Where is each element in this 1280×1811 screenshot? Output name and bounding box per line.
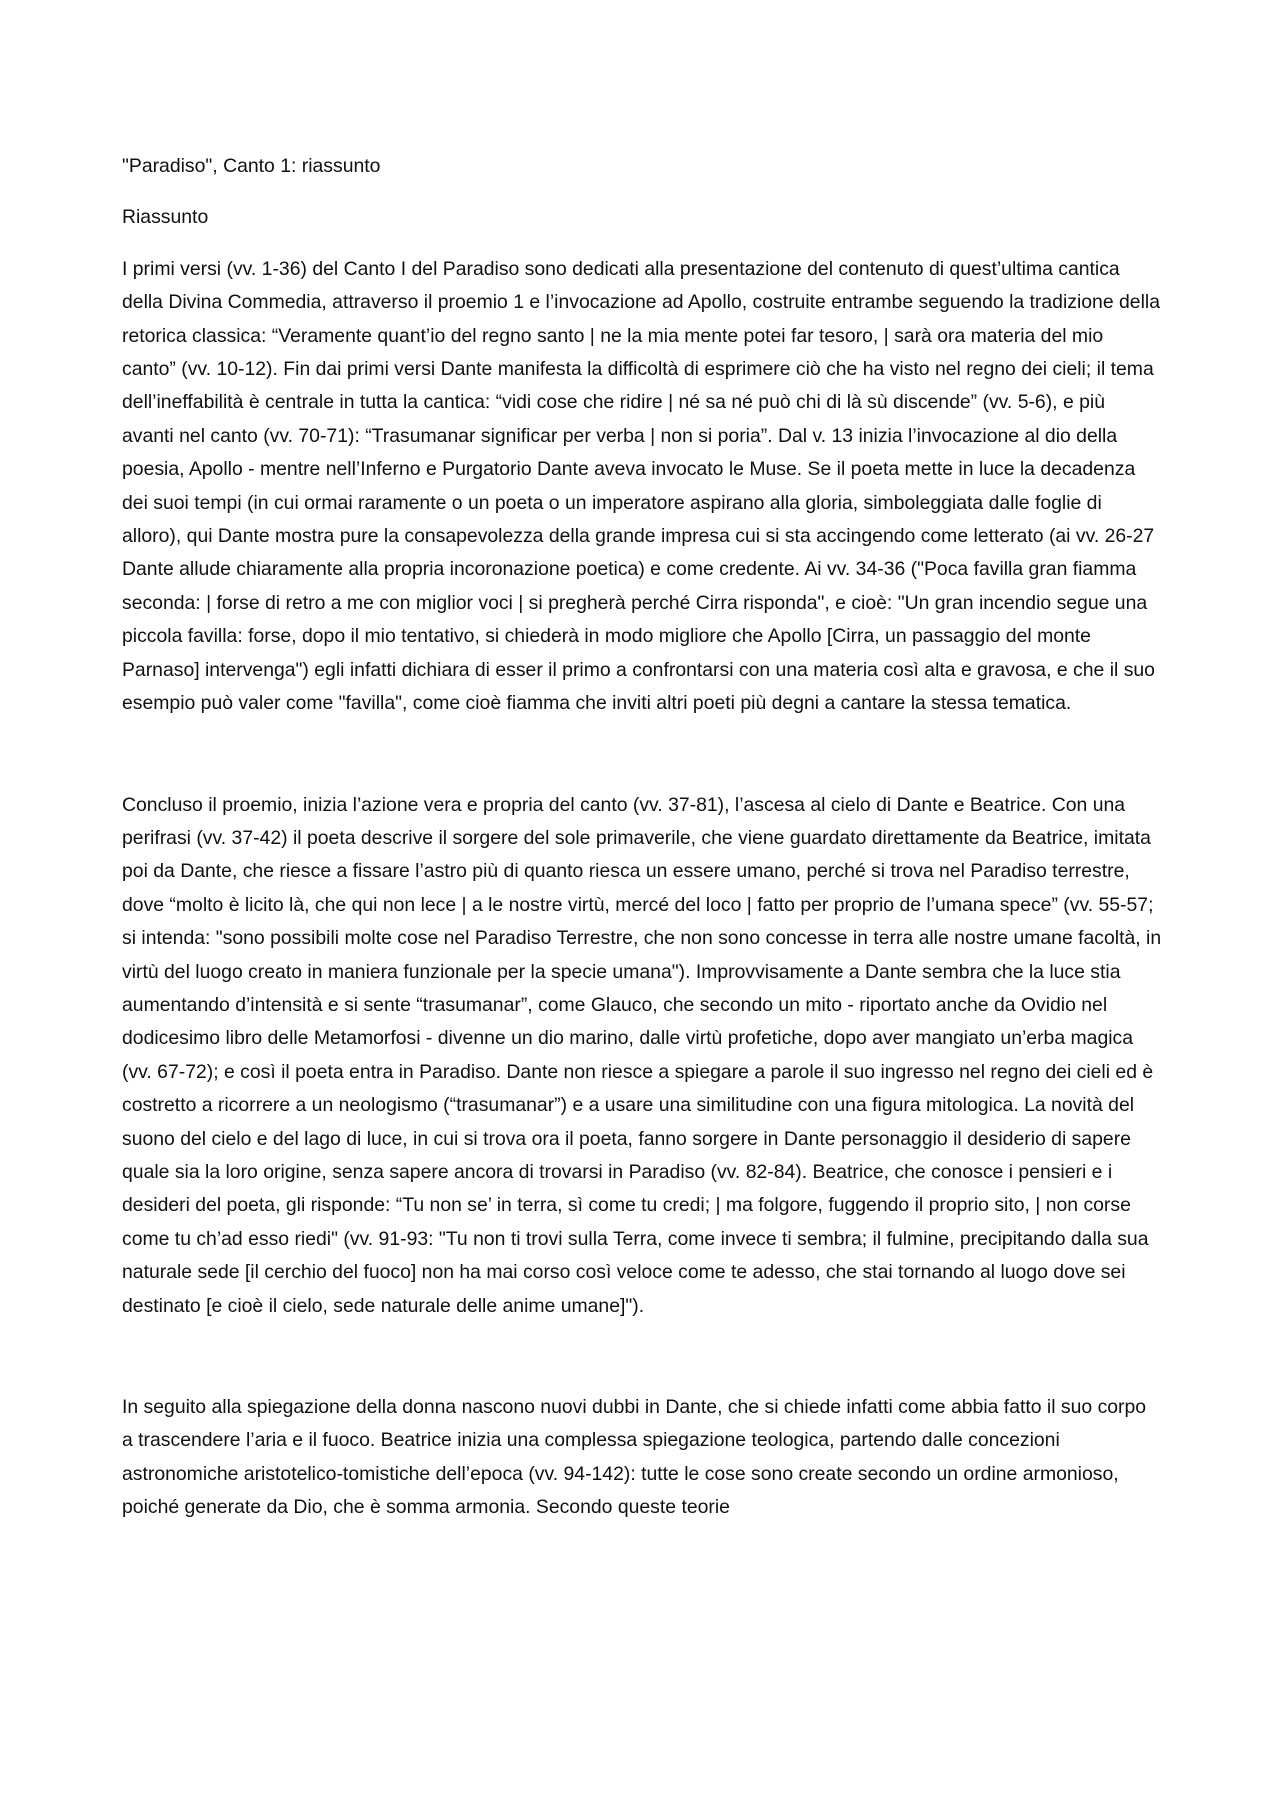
- paragraph-spiegazione: In seguito alla spiegazione della donna nascono nuovi dubbi in Dante, che si chiede infatti come abbia fatto il suo corpo a trascendere l’aria e il fuoco. Beatrice inizia una complessa spiegazione teologica, partendo dalle concezioni astronomiche aristotelico-tomistiche dell’epoca (vv. 94-142): tutte le cose sono create secondo un ordine armonioso, poiché generate da Dio, che è somma armonia. Secondo queste teorie: [122, 1396, 1147, 1519]
- document-content: [122, 150, 1162, 1525]
- paragraph-ascesa: Concluso il proemio, inizia l’azione vera e propria del canto (vv. 37-81), l’ascesa al cielo di Dante e Beatrice. Con una perifrasi (vv. 37-42) il poeta descrive il sorgere del sole primaverile, che viene guardato direttamente da Beatrice, imitata poi da Dante, che riesce a fissare l’astro più di quanto riesca un essere umano, perché si trova nel Paradiso terrestre, dove “molto è licito là, che qui non lece | a le nostre virtù, mercé del loco | fatto per proprio de l’umana spece” (vv. 55-57; si intenda: "sono possibili molte cose nel Paradiso Terrestre, che non sono concesse in terra alle nostre umane facoltà, in virtù del luogo creato in maniera funzionale per la specie umana"). Improvvisamente a Dante sembra che la luce stia aumentando d’intensità e si sente “trasumanar”, come Glauco, che secondo un mito - riportato anche da Ovidio nel dodicesimo libro delle Metamorfosi - divenne un dio marino, dalle virtù profetiche, dopo aver mangiato un’erba magica (vv. 67-72); e così il poeta entra in Paradiso. Dante non riesce a spiegare a parole il suo ingresso nel regno dei cieli ed è costretto a ricorrere a un neologismo (“trasumanar”) e a usare una similitudine con una figura mitologica. La novità del suono del cielo e del lago di luce, in cui si trova ora il poeta, fanno sorgere in Dante personaggio il desiderio di sapere quale sia la loro origine, senza sapere ancora di trovarsi in Paradiso (vv. 82-84). Beatrice, che conosce i pensieri e i desideri del poeta, gli risponde: “Tu non se’ in terra, sì come tu credi; | ma folgore, fuggendo il proprio sito, | non corse come tu ch’ad esso riedi" (vv. 91-93: "Tu non ti trovi sulla Terra, come invece ti sembra; il fulmine, precipitando dalla sua naturale sede [il cerchio del fuoco] non ha mai corso così veloce come te adesso, che stai tornando al luogo dove sei destinato [e cioè il cielo, sede naturale delle anime umane]").: [122, 793, 1162, 1317]
- paragraph-proemio: I primi versi (vv. 1-36) del Canto I del Paradiso sono dedicati alla presentazione del contenuto di quest’ultima cantica della Divina Commedia, attraverso il proemio 1 e l’invocazione ad Apollo, costruite entrambe seguendo la tradizione della retorica classica: “Veramente quant’io del regno santo | ne la mia mente potei far tesoro, | sarà ora materia del mio canto” (vv. 10-12). Fin dai primi versi Dante manifesta la difficoltà di esprimere ciò che ha visto nel regno dei cieli; il tema dell’ineffabilità è centrale in tutta la cantica: “vidi cose che ridire | né sa né può chi di là sù discende” (vv. 5-6), e più avanti nel canto (vv. 70-71): “Trasumanar significar per verba | non si poria”. Dal v. 13 inizia l’invocazione al dio della poesia, Apollo - mentre nell’Inferno e Purgatorio Dante aveva invocato le Muse. Se il poeta mette in luce la decadenza dei suoi tempi (in cui ormai raramente o un poeta o un imperatore aspirano alla gloria, simboleggiata dalle foglie di alloro), qui Dante mostra pure la consapevolezza della grande impresa cui si sta accingendo come letterato (ai vv. 26-27 Dante allude chiaramente alla propria incoronazione poetica) e come credente. Ai vv. 34-36 ("Poca favilla gran fiamma seconda: | forse di retro a me con miglior voci | si pregherà perché Cirra risponda", e cioè: "Un gran incendio segue una piccola favilla: forse, dopo il mio tentativo, si chiederà in modo migliore che Apollo [Cirra, un passaggio del monte Parnaso] intervenga") egli infatti dichiara di esser il primo a confrontarsi con una materia così alta e gravosa, e che il suo esempio può valer come "favilla", come cioè fiamma che inviti altri poeti più degni a cantare la stessa tematica.: [122, 257, 1160, 715]
- section-heading: Riassunto: [122, 206, 209, 229]
- document-title: "Paradiso", Canto 1: riassunto: [122, 155, 381, 177]
